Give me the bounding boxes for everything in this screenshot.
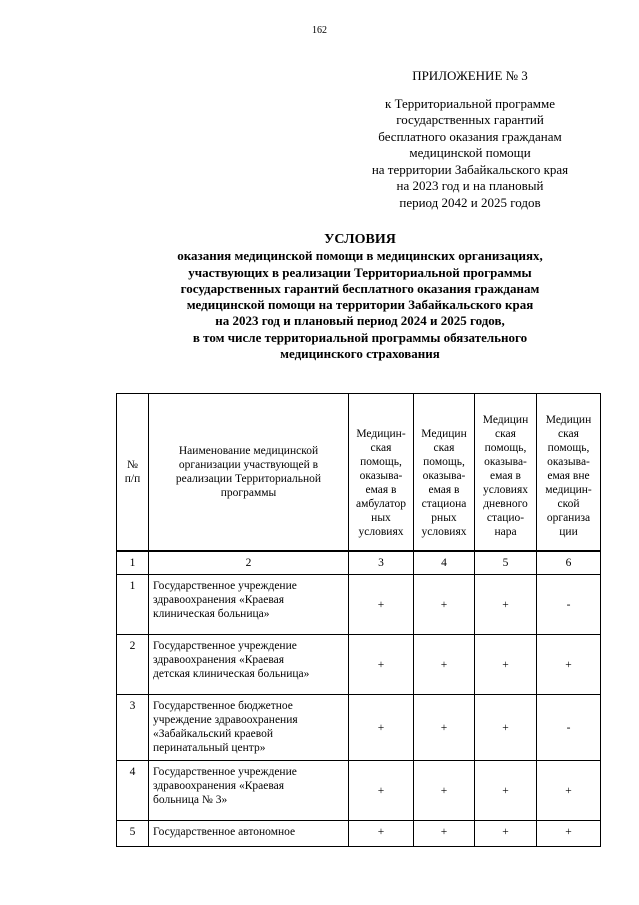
table-header	[116, 393, 601, 551]
appendix-line: период 2042 и 2025 годов	[399, 194, 541, 210]
organization-name	[149, 635, 349, 695]
header-line: оказыва-	[547, 456, 590, 468]
title-line: оказания медицинской помощи в медицинских организациях,	[177, 248, 543, 264]
cell-day-hospital: +	[475, 635, 537, 695]
appendix-line: бесплатного оказания гражданам	[378, 128, 562, 144]
organization-name	[149, 761, 349, 821]
header-line: нара	[494, 526, 517, 538]
header-line: ской	[557, 498, 580, 510]
name-line: здравоохранения «Краевая	[153, 780, 284, 792]
name-line: Государственное учреждение	[153, 640, 297, 652]
header-line: ская	[558, 428, 579, 440]
table-row	[117, 695, 601, 761]
title-line: государственных гарантий бесплатного оказания гражданам	[180, 280, 540, 296]
cell-outside: -	[537, 695, 601, 761]
name-line: Государственное бюджетное	[153, 700, 293, 712]
column-number: 2	[149, 552, 349, 575]
header-line: медицин-	[545, 484, 592, 496]
header-line: Медицин	[482, 414, 529, 426]
row-number: 5	[117, 821, 149, 847]
appendix-line: к Территориальной программе	[385, 95, 555, 111]
header-line: оказыва-	[484, 456, 527, 468]
title-heading: УСЛОВИЯ	[324, 232, 396, 247]
cell-ambulatory: +	[349, 575, 414, 635]
header-cell-outside	[537, 394, 601, 551]
cell-day-hospital: +	[475, 695, 537, 761]
header-line: Медицин-	[356, 428, 406, 440]
header-cell-name	[149, 394, 349, 551]
appendix-title: ПРИЛОЖЕНИЕ № 3	[412, 68, 528, 83]
header-line: ская	[495, 428, 516, 440]
title-line: в том числе территориальной программы обязательного	[192, 329, 528, 345]
header-line: оказыва-	[422, 470, 466, 482]
page-number: 162	[312, 25, 327, 36]
header-line: емая в	[365, 484, 397, 496]
cell-inpatient: +	[414, 761, 475, 821]
column-number: 3	[349, 552, 414, 575]
cell-inpatient: +	[414, 821, 475, 847]
name-line: клиническая больница»	[153, 608, 270, 620]
cell-inpatient: +	[414, 695, 475, 761]
name-line: учреждение здравоохранения	[153, 714, 298, 726]
header-line: п/п	[124, 473, 141, 485]
header-line: емая в	[489, 470, 521, 482]
appendix-line: государственных гарантий	[396, 112, 544, 127]
cell-inpatient: +	[414, 635, 475, 695]
header-line: Медицин	[421, 428, 467, 440]
header-line: реализации Территориальной	[175, 473, 322, 485]
row-number: 2	[117, 635, 149, 695]
cell-ambulatory: +	[349, 761, 414, 821]
header-line: Медицин	[545, 414, 592, 426]
appendix-line: на территории Забайкальского края	[371, 161, 569, 177]
header-line: организа	[546, 512, 591, 524]
header-line: стациона	[421, 498, 467, 510]
cell-outside: +	[537, 761, 601, 821]
title-line: медицинского страхования	[280, 346, 440, 362]
cell-outside: +	[537, 821, 601, 847]
appendix-line: на 2023 год и на плановый	[396, 178, 544, 193]
column-number-row	[117, 552, 601, 575]
header-cell-day-hospital	[475, 394, 537, 551]
cell-day-hospital: +	[475, 575, 537, 635]
column-number: 5	[475, 552, 537, 575]
table-row	[117, 761, 601, 821]
document-title	[130, 232, 590, 362]
table-row	[117, 575, 601, 635]
organization-name	[149, 695, 349, 761]
header-line: емая вне	[547, 470, 590, 482]
cell-ambulatory: +	[349, 635, 414, 695]
header-line: емая в	[428, 484, 460, 496]
column-number: 1	[117, 552, 149, 575]
name-line: Государственное учреждение	[153, 580, 297, 592]
row-number: 3	[117, 695, 149, 761]
appendix-line: медицинской помощи	[409, 145, 531, 160]
header-line: организации участвующей в	[178, 459, 319, 471]
header-line: помощь,	[547, 442, 590, 454]
header-cell-inpatient	[414, 394, 475, 551]
cell-ambulatory: +	[349, 821, 414, 847]
header-line: ных	[371, 512, 391, 524]
title-line: медицинской помощи на территории Забайкальского края	[186, 297, 534, 313]
header-line: условиях	[358, 526, 404, 538]
name-line: Государственное учреждение	[153, 766, 297, 778]
header-line: стацио-	[486, 512, 525, 524]
name-line: Государственное автономное	[153, 826, 296, 838]
appendix-block	[350, 68, 590, 211]
header-row	[117, 394, 601, 551]
name-line: детская клиническая больница»	[153, 668, 310, 680]
header-line: ская	[370, 442, 392, 454]
table-row	[117, 635, 601, 695]
organization-name	[149, 575, 349, 635]
table-body	[116, 551, 601, 847]
header-line: рных	[431, 512, 457, 524]
cell-day-hospital: +	[475, 821, 537, 847]
name-line: «Забайкальский краевой	[153, 728, 274, 740]
header-line: программы	[220, 487, 277, 499]
cell-day-hospital: +	[475, 761, 537, 821]
name-line: здравоохранения «Краевая	[153, 594, 284, 606]
header-line: помощь,	[423, 456, 465, 468]
cell-outside: -	[537, 575, 601, 635]
column-number: 4	[414, 552, 475, 575]
row-number: 4	[117, 761, 149, 821]
header-line: помощь,	[484, 442, 527, 454]
title-line: на 2023 год и плановый период 2024 и 2025 годов,	[215, 313, 505, 329]
header-cell-ambulatory	[349, 394, 414, 551]
cell-inpatient: +	[414, 575, 475, 635]
name-line: перинатальный центр»	[153, 742, 266, 754]
header-cell-number	[117, 394, 149, 551]
header-line: условиях	[483, 484, 528, 496]
header-line: условиях	[421, 526, 467, 538]
organization-name	[149, 821, 349, 847]
header-line: дневного	[483, 498, 528, 510]
row-number: 1	[117, 575, 149, 635]
cell-ambulatory: +	[349, 695, 414, 761]
header-line: оказыва-	[359, 470, 403, 482]
header-line: Наименование медицинской	[178, 445, 319, 457]
cell-outside: +	[537, 635, 601, 695]
column-number: 6	[537, 552, 601, 575]
header-line: №	[127, 459, 138, 471]
table-row	[117, 821, 601, 847]
name-line: больница № 3»	[153, 794, 228, 806]
name-line: здравоохранения «Краевая	[153, 654, 284, 666]
header-line: помощь,	[360, 456, 402, 468]
header-line: ская	[433, 442, 455, 454]
header-line: амбулатор	[356, 498, 406, 510]
title-line: участвующих в реализации Территориальной программы	[188, 264, 532, 280]
header-line: ции	[559, 526, 578, 538]
